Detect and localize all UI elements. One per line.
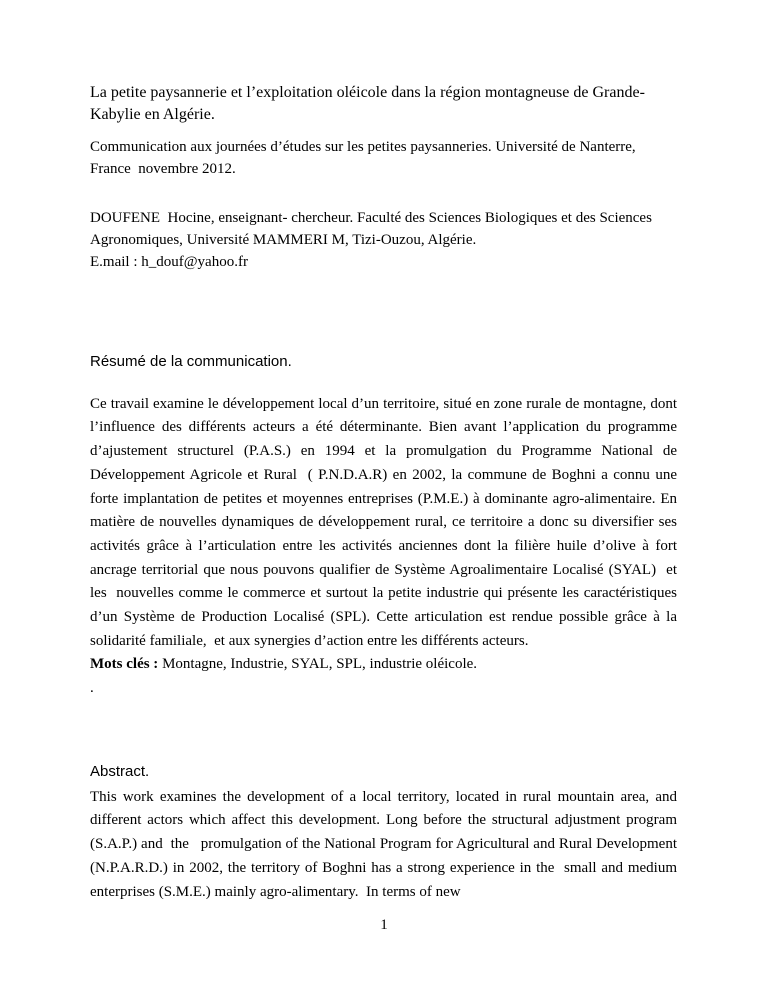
page-number: 1 [380,917,388,933]
abstract-section [90,760,689,904]
title-block [90,82,677,126]
author-affiliation: DOUFENE Hocine, enseignant- chercheur. Faculté des Sciences Biologiques et des Sciences Agronomiques, Université MAMMERI M, Tizi-Ouzou, Algérie. [90,210,655,248]
author-block [90,207,677,273]
resume-paragraph: Ce travail examine le développement local d’un territoire, situé en zone rurale de montagne, dont l’influence des différents acteurs a été déterminante. Bien avant l’application du programme d’ajustement structurel (P.A.S.) en 1994 et la promulgation du Programme National de Développement Agricole et Rural ( P.N.D.A.R) en 2002, la commune de Boghni a connu une forte implantation de petites et moyennes entreprises (P.M.E.) à dominante agro-alimentaire. En matière de nouvelles dynamiques de développement rural, ce territoire a donc su diversifier ses activités grâce à l’articulation entre les activités anciennes dont la filière huile d’olive à fort ancrage territorial que nous pouvons qualifier de Système Agroalimentaire Localisé (SYAL) et les nouvelles comme le commerce et surtout la petite industrie qui présente les caractéristiques d’un Système de Production Localisé (SPL). Cette articulation est rendue possible grâce à la solidarité familiale, et aux synergies d’action entre les différents acteurs. [90,395,681,649]
keywords-text: Montagne, Industrie, SYAL, SPL, industrie oléicole. [158,656,478,673]
conference-note-block [90,136,677,180]
resume-section [90,350,681,701]
keywords-line [90,653,677,677]
conference-note: Communication aux journées d’études sur les petites paysanneries. Université de Nanterre, France novembre 2012. [90,139,640,177]
abstract-paragraph: This work examines the development of a local territory, located in rural mountain area, and different actors which affect this development. Long before the structural adjustment program (S.A.P.) and the promulgation of the National Program for Agricultural and Rural Development (N.P.A.R.D.) in 2002, the territory of Boghni has a strong experience in the small and medium enterprises (S.M.E.) mainly agro-alimentary. In terms of new [90,788,689,900]
keywords-label: Mots clés : [90,656,159,673]
stray-period: . [90,680,94,697]
paper-title: La petite paysannerie et l’exploitation oléicole dans la région montagneuse de Grande-Kabylie en Algérie. [90,84,645,123]
resume-section-heading: Résumé de la communication. [90,353,292,370]
author-email: E.mail : h_douf@yahoo.fr [90,254,248,270]
abstract-section-heading: Abstract. [90,763,150,780]
